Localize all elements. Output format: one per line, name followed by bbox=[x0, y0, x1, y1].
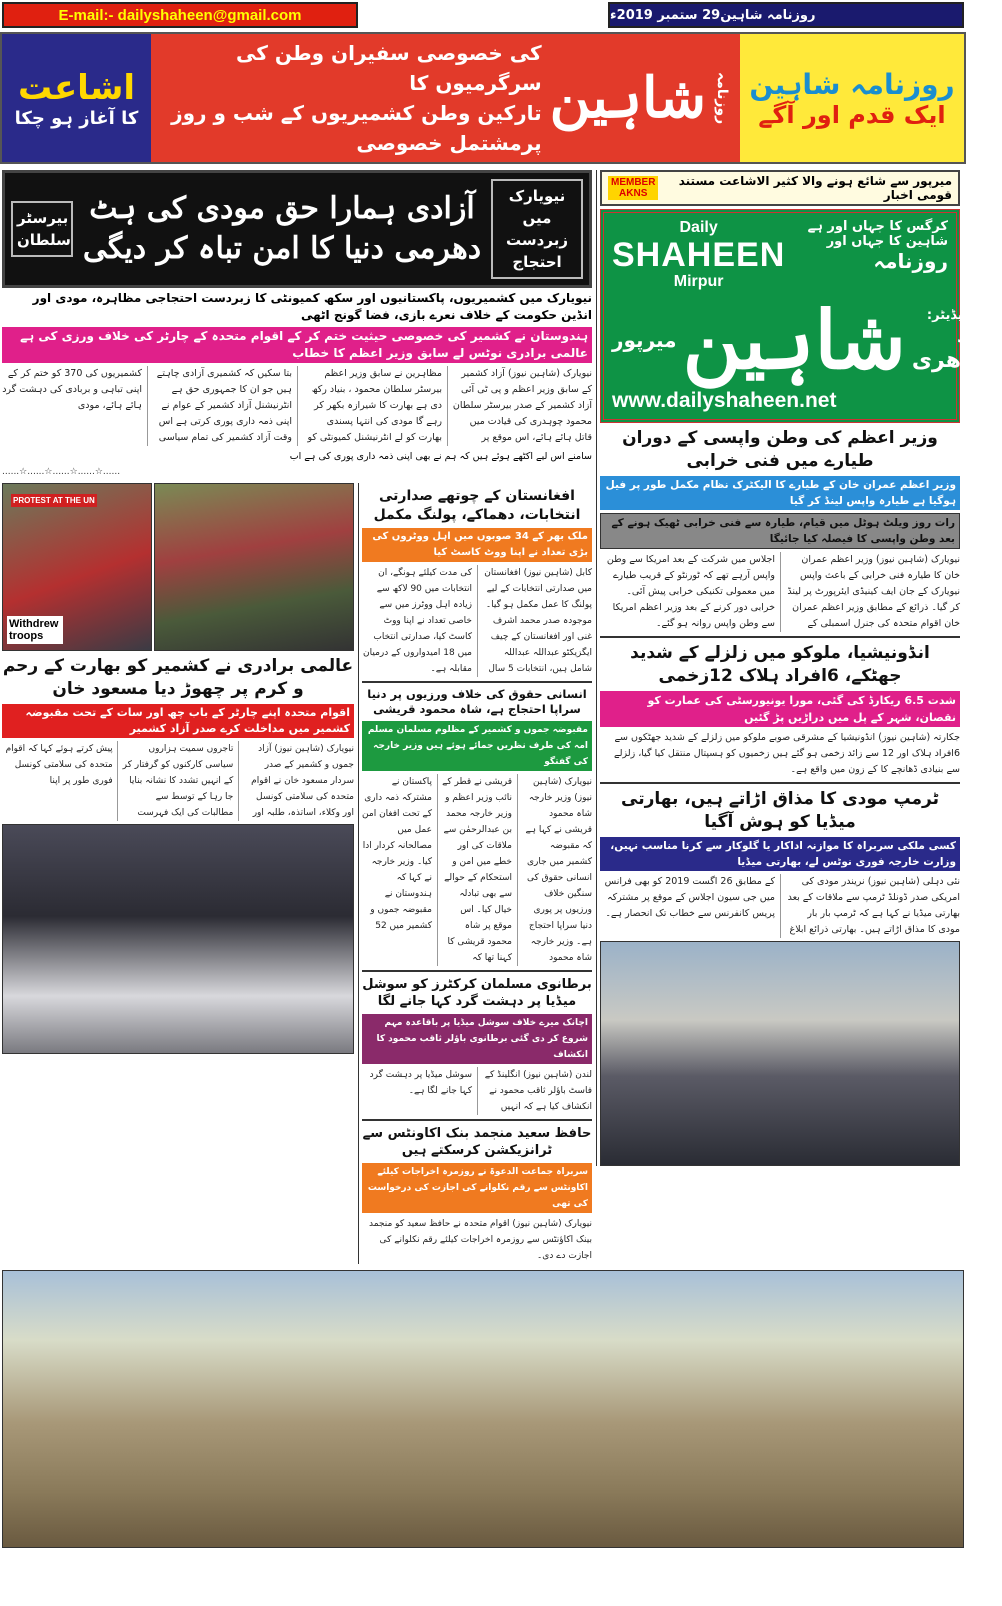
banner-paper-name: روزنامہ شاہین bbox=[749, 67, 955, 101]
cricketer-body: لندن (شاہین نیوز) انگلینڈ کے فاسٹ باؤلر ثاقب محمود نے انکشاف کیا ہے کہ انہیں سوشل میڈیا پر دہشت گرد کہا جانے لگا ہے۔ bbox=[369, 1069, 592, 1112]
logo-mirpur-en: Mirpur bbox=[673, 273, 724, 290]
qureshi-bar: مقبوضہ جموں و کشمیر کے مظلوم مسلمان مسلم امہ کی طرف نظریں جمائے ہوئے ہیں وزیر خارجہ کی گفتگو bbox=[362, 721, 592, 771]
page-body bbox=[0, 164, 1002, 1264]
trump-body: نئی دہلی (شاہین نیوز) نریندر مودی کی امریکی صدر ڈونلڈ ٹرمپ سے ملاقات کے بعد بھارتی میڈیا نے کہا ہے کہ ٹرمپ بار بار مودی کا مذاق اڑاتے ہیں۔ بھارتی ذرائع ابلاغ کے مطابق 26 اگست 2019 کو بھی فرانس میں جی سیون اجلاس کے موقع پر مشترکہ پریس کانفرنس سے خطاب تک انحصار ہے۔ bbox=[604, 875, 960, 935]
afghan-bar: ملک بھر کے 34 صوبوں میں اہل ووٹروں کی بڑی تعداد نے اپنا ووٹ کاسٹ کیا bbox=[362, 528, 592, 562]
banner-logo: شاہین bbox=[549, 65, 706, 131]
quake-headline: انڈونیشیا، ملوکو میں زلزلے کے شدید جھٹکے، 6افراد ہلاک 12زخمی bbox=[630, 642, 930, 686]
qureshi-headline: انسانی حقوق کی خلاف ورزیوں پر دنیا سراپا احتجاج ہے، شاہ محمود قریشی bbox=[367, 686, 587, 717]
banner-slogan-box bbox=[740, 34, 964, 162]
protest-sign: Withdrew troops bbox=[7, 616, 63, 644]
right-zone bbox=[596, 170, 1002, 1166]
plane-bar-2: رات روز ویلٹ ہوٹل میں قیام، طیارہ سے فنی خرابی ٹھیک ہونے کے بعد وطن واپسی کا فیصلہ کیا جائیگا bbox=[600, 513, 960, 549]
qureshi-body: نیویارک (شاہین نیوز) وزیر خارجہ شاہ محمود قریشی نے کہا ہے کہ مقبوضہ کشمیر میں جاری انسانی حقوق کی سنگین خلاف ورزیوں پر پوری دنیا سراپا احتجاج ہے۔ وزیر خارجہ شاہ محمود قریشی نے قطر کے نائب وزیر اعظم و وزیر خارجہ محمد بن عبدالرحمٰن سے ملاقات کی اور خطے میں امن و استحکام کے حوالے سے بھی تبادلہ خیال کیا۔ اس موقع پر شاہ محمود قریشی کا کہنا تھا کہ پاکستان نے مشترکہ ذمہ داری کے تحت افغان امن عمل میں مصالحانہ کردار ادا کیا۔ وزیر خارجہ نے کہا کہ ہندوستان نے مقبوضہ جموں و کشمیر میں 52 bbox=[362, 776, 592, 963]
chief-editor-name: خالد چودھری bbox=[911, 322, 1002, 373]
left-zone bbox=[2, 170, 592, 1264]
logo-roznama: روزنامہ bbox=[873, 249, 948, 273]
banner-logo-prefix: روزنامہ bbox=[714, 71, 730, 125]
banner-center bbox=[151, 34, 740, 162]
lead-end-note: سامنے اس لیے اکٹھے ہوئے ہیں کہ ہم نے بھی اپنی ذمہ داری پوری کی ہے اب bbox=[289, 451, 592, 462]
lead-headline-box bbox=[2, 170, 592, 288]
afghan-body: کابل (شاہین نیوز) افغانستان میں صدارتی انتخابات کے لیے پولنگ کا عمل مکمل ہو گیا۔ موجودہ صدر محمد اشرف غنی اور افغانستان کے چیف ایگزیکٹو عبداللہ عبداللہ شامل ہیں، انتخابات 5 سال کی مدت کیلئے ہونگے، ان انتخابات میں 90 لاکھ سے زیادہ اہل ووٹرز میں سے خاصی تعداد نے اپنا ووٹ کاسٹ کیا، صدارتی انتخاب میں 18 امیدواروں کے درمیان مقابلہ ہے۔ bbox=[363, 567, 592, 674]
akns-badge bbox=[608, 176, 658, 200]
banner-launch-title: اشاعت bbox=[17, 67, 136, 108]
logo-shaheen-en: SHAHEEN bbox=[612, 236, 786, 274]
logo-mirpur-ur: میرپور bbox=[612, 328, 677, 352]
lead-subheadline: نیویارک میں کشمیریوں، پاکستانیوں اور سکھ کمیونٹی کا زبردست احتجاجی مظاہرہ، مودی اور انڈین حکومت کے خلاف نعرے بازی، فضا گونج اٹھی bbox=[32, 291, 592, 322]
masthead-tagline: میرپور سے شائع ہونے والا کثیر الاشاعت مستند قومی اخبار bbox=[678, 174, 952, 202]
banner-slogan: ایک قدم اور آگے bbox=[758, 100, 946, 129]
promo-banner bbox=[0, 32, 966, 164]
divider bbox=[362, 1119, 592, 1121]
masood-headline: عالمی برادری نے کشمیر کو بھارت کے رحم و کرم پر چھوڑ دیا مسعود خان bbox=[2, 656, 354, 699]
quake-body: جکارتہ (شاہین نیوز) انڈونیشیا کے مشرقی صوبے ملوکو میں زلزلے کے شدید جھٹکوں سے 6افراد ہلاک اور 12 سے زائد زخمی ہو گئے ہیں زخمیوں کو ہسپتال منتقل کیا گیا، زلزلے سے بنیادی ڈھانچے کا کے زون میں واقع ہے۔ bbox=[614, 731, 960, 775]
lead-side-right: نیویارک میں زبردست احتجاج bbox=[491, 179, 583, 279]
quake-bar: شدت 6.5 ریکارڈ کی گئی، مورا یونیورسٹی کی عمارت کو نقصان، شہر کے پل میں دراڑیں پڑ گئیں bbox=[600, 691, 960, 727]
lead-highlight-bar: ہندوستان نے کشمیر کی خصوصی حیثیت ختم کر کے اقوام متحدہ کے چارٹر کی خلاف ورزی کی ہے عالمی برادری نوٹس لے سابق وزیر اعظم کا خطاب bbox=[2, 327, 592, 363]
lead-headline: آزادی ہمارا حق مودی کی ہٹ دھرمی دنیا کا امن تباہ کر دیگی bbox=[82, 191, 482, 266]
masthead-tagline-bar bbox=[600, 170, 960, 206]
akns-label: AKNS bbox=[619, 188, 648, 199]
lower-columns bbox=[2, 483, 592, 1264]
issue-date: روزنامہ شاہین29 ستمبر 2019ء bbox=[608, 2, 964, 28]
banner-launch-sub: کا آغاز ہو چکا bbox=[14, 107, 139, 129]
akns-member-label: MEMBER bbox=[611, 177, 656, 188]
masood-body: نیویارک (شاہین نیوز) آزاد جموں و کشمیر کے صدر سردار مسعود خان نے اقوام متحدہ کی سلامتی کونسل اور وکلاء، اساتذہ، طلبہ اور تاجروں سمیت ہزاروں سیاسی کارکنوں کو گرفتار کر کے انہیں تشدد کا نشانہ بنایا جا رہا کے توسط سے مطالبات کی ایک فہرست پیش کرتے ہوئے کہا کہ اقوام متحدہ کی سلامتی کونسل فوری طور پر اپنا bbox=[5, 743, 354, 818]
logo-shaheen-ur: شاہین bbox=[682, 293, 906, 387]
photo-mayor-visit bbox=[600, 941, 960, 1166]
protest-banner: PROTEST AT THE UN bbox=[13, 496, 95, 505]
top-bars bbox=[0, 0, 966, 28]
saeed-body: نیویارک (شاہین نیوز) اقوام متحدہ نے حافظ سعید کو منجمد بینک اکاؤنٹس سے روزمرہ اخراجات کیلئے رقم نکلوانے کی اجازت دے دی۔ bbox=[369, 1219, 592, 1261]
saeed-headline: حافظ سعید منجمد بنک اکاونٹس سے ٹرانزیکشن کرسکتے ہیں bbox=[362, 1125, 592, 1159]
divider bbox=[600, 782, 960, 784]
cricketer-headline: برطانوی مسلمان کرکٹرز کو سوشل میڈیا پر دہشت گرد کہا جانے لگا bbox=[362, 976, 592, 1010]
logo-motto: کرگس کا جہاں اور ہے شاہین کا جہاں اور bbox=[807, 219, 948, 249]
lead-side-left: بیرسٹر سلطان bbox=[11, 201, 73, 257]
photo-protest-right bbox=[154, 483, 354, 651]
email-box: E-mail:- dailyshaheen@gmail.com bbox=[2, 2, 358, 28]
afghan-headline: افغانستان کے چوتھے صدارتی انتخابات، دھماکے، پولنگ مکمل bbox=[373, 488, 581, 523]
banner-launch-box bbox=[2, 34, 151, 162]
cricketer-bar: اچانک میرے خلاف سوشل میڈیا پر باقاعدہ مہم شروع کر دی گئی برطانوی باؤلر ثاقب محمود کا انکشاف bbox=[362, 1014, 592, 1064]
plane-headline: وزیر اعظم کی وطن واپسی کے دوران طیارے میں فنی خرابی bbox=[622, 428, 938, 471]
chief-editor-label: چیف ایڈیٹر: bbox=[926, 307, 1002, 323]
plane-bar-1: وزیر اعظم عمران خان کے طیارے کا الیکٹرک نظام مکمل طور پر فیل ہوگیا ہے طیارہ واپس لینڈ کر گیا bbox=[600, 476, 960, 510]
lead-stars: ......☆......☆......☆......☆...... bbox=[2, 467, 121, 477]
website-link[interactable]: www.dailyshaheen.net bbox=[612, 389, 837, 412]
left-column bbox=[2, 483, 354, 1054]
banner-line-2: تارکین وطن کشمیریوں کے شب و روز پرمشتمل خصوصی bbox=[171, 101, 542, 155]
trump-headline: ٹرمپ مودی کا مذاق اڑاتے ہیں، بھارتی میڈیا کو ہوش آگیا bbox=[621, 788, 939, 832]
lead-body: نیویارک (شاہین نیوز) آزاد کشمیر کے سابق وزیر اعظم و پی ٹی آئی آزاد کشمیر کے صدر بیرسٹر سلطان محمود چوہدری کی قیادت میں قاتل ہائے ہائے، اس موقع پر مظاہرین نے سابق وزیر اعظم بیرسٹر سلطان محمود ، بنیاد رکھ دی ہے بھارت کا شیرازہ بکھر کر رہے گا مودی کی انتہا پسندی بھارت کو لے انٹرنیشنل کمیونٹی کو بتا سکیں کہ کشمیری آزادی چاہتے ہیں جو ان کا جمہوری حق ہے انٹرنیشنل آزاد کشمیر کے عوام نے اپنی ذمہ داری پوری کرتی ہے اس وقت آزاد کشمیر کی تمام سیاسی کشمیریوں کی 370 کو ختم کر کے اپنی تباہی و بربادی کی دہشت گرد ہائے ہائے، مودی bbox=[2, 368, 592, 443]
plane-body: نیویارک (شاہین نیوز) وزیر اعظم عمران خان کا طیارہ فنی خرابی کے باعث واپس نیویارک کے جان ایف کینیڈی ایئرپورٹ پر لینڈ کر گیا۔ ذرائع کے مطابق وزیر اعظم عمران خان اقوام متحدہ کی جنرل اسمبلی کے اجلاس میں شرکت کے بعد امریکا سے وطن واپس آرہے تھے کہ ٹورنٹو کے قریب طیارے میں معمولی تکنیکی خرابی پیش آئی۔ خرابی دور کرنے کے بعد وزیر اعظم امریکا سے وطن واپس روانہ ہو گئے۔ bbox=[606, 553, 960, 629]
divider bbox=[362, 970, 592, 972]
divider bbox=[362, 681, 592, 683]
saeed-bar: سربراہ جماعت الدعوۃ نے روزمرہ اخراجات کیلئے اکاونٹس سے رقم نکلوانے کی اجازت کی درخواست کی تھی bbox=[362, 1163, 592, 1213]
photo-strip-development-works bbox=[2, 1270, 964, 1548]
photo-protest-left bbox=[2, 483, 152, 651]
trump-bar: کسی ملکی سربراہ کا موازنہ اداکار یا گلوکار سے کرنا مناسب نہیں، وزارت خارجہ فوری نوٹس لے، بھارتی میڈیا bbox=[600, 837, 960, 871]
masood-bar: اقوام متحدہ اپنے چارٹر کے باب چھ اور سات کے تحت مقبوضہ کشمیر میں مداخلت کرے صدر آزاد کشمیر bbox=[2, 704, 354, 738]
masthead-logo bbox=[600, 209, 1002, 423]
banner-line-1: کی خصوصی سفیران وطن کی سرگرمیوں کا bbox=[236, 41, 542, 95]
photo-un-meeting bbox=[2, 824, 354, 1054]
divider bbox=[600, 636, 960, 638]
middle-column bbox=[358, 483, 592, 1264]
logo-daily: Daily bbox=[679, 219, 718, 236]
